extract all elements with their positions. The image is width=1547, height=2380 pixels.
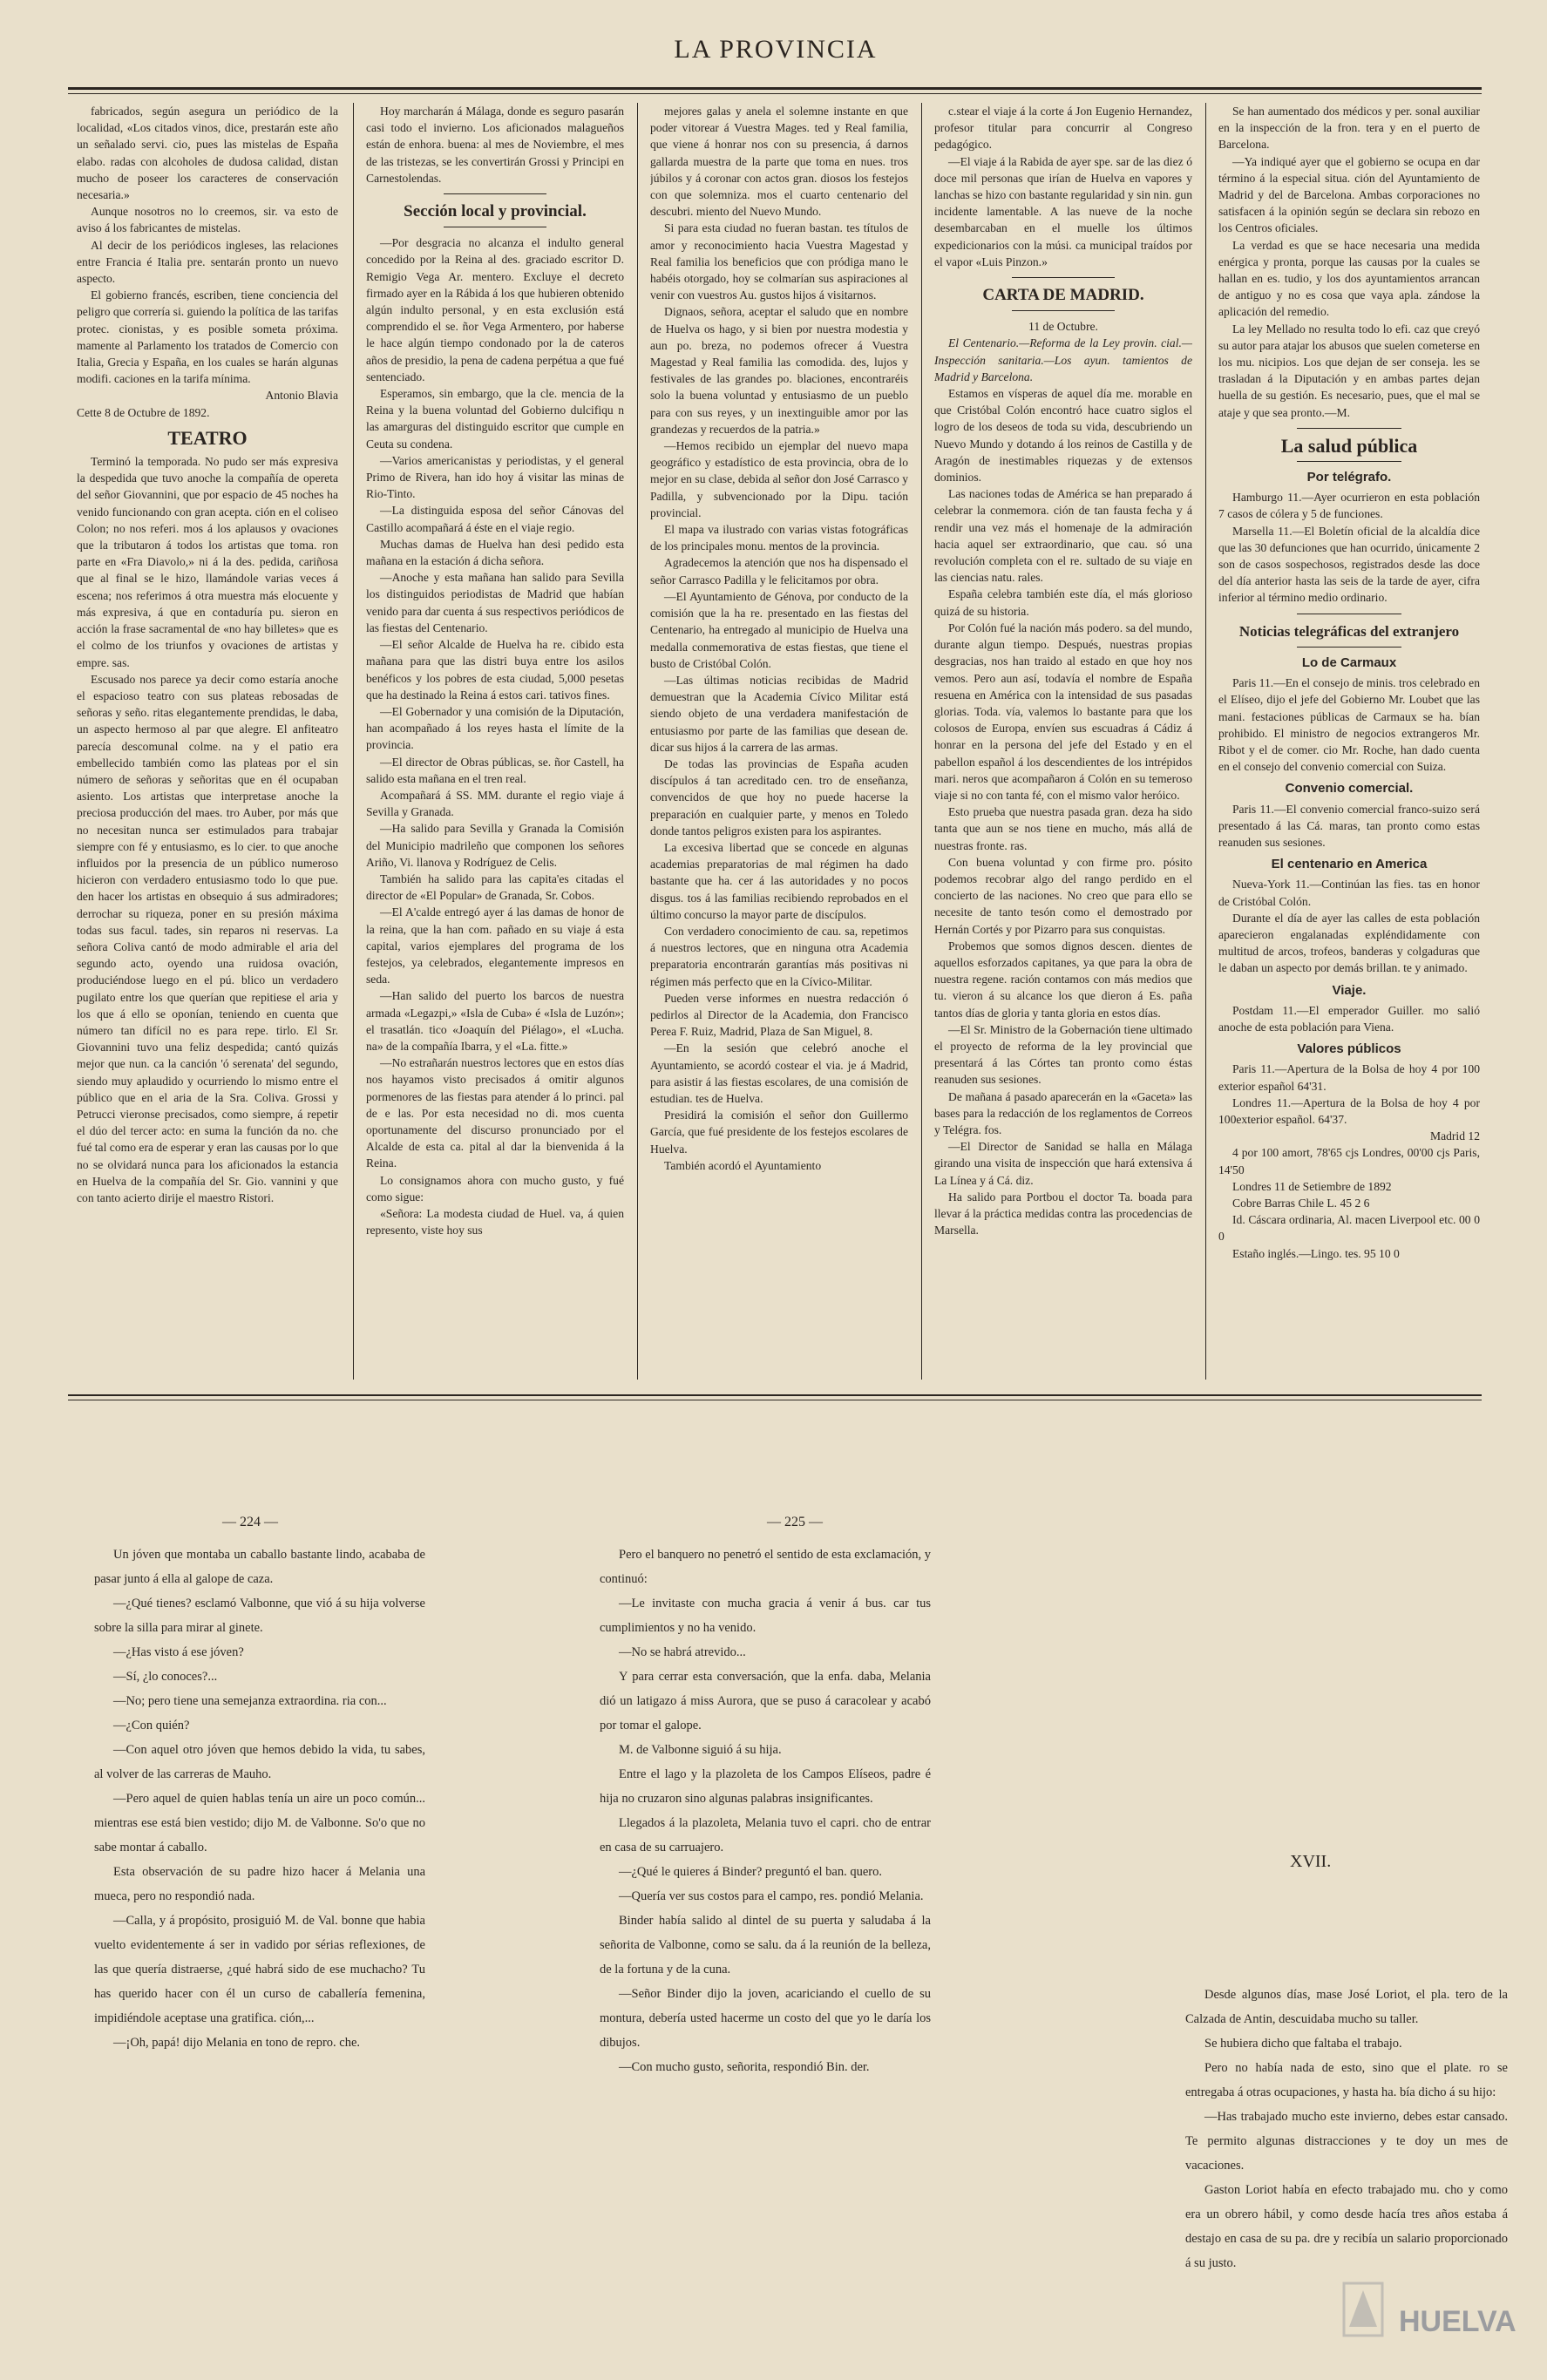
- paragraph: —Quería ver sus costos para el campo, res. pondió Melania.: [619, 1889, 924, 1903]
- paragraph: Ha salido para Portbou el doctor Ta. boada para llevar á la práctica medidas contra las procedencias de Marsella.: [934, 1190, 1192, 1237]
- paragraph: La verdad es que se hace necesaria una medida enérgica y pronta, porque las causas por la cuales se hallan en es. tudio, y los dos ayuntamientos arrancan de antiguo y no es cosa que vaya apla. zándose la aplicación del remedio.: [1218, 238, 1480, 319]
- paragraph: También ha salido para las capita'es citadas el director de «El Popular» de Granada, Sr. Cobos.: [366, 871, 624, 903]
- letter-date: 11 de Octubre.: [1028, 320, 1098, 334]
- folio-left: — 224 —: [222, 1515, 278, 1529]
- paragraph: Esperamos, sin embargo, que la cle. mencia de la Reina y la buena voluntad del Gobierno dulcifiqu n las amarguras del distinguido escritor que cumple en Ceuta su condena.: [366, 387, 624, 451]
- chapter-number: XVII.: [1290, 1852, 1332, 1871]
- masthead-rule-thin: [68, 93, 1482, 94]
- paragraph: Estaño inglés.—Lingo. tes. 95 10 0: [1232, 1246, 1400, 1260]
- paragraph: Al decir de los periódicos ingleses, las relaciones entre Francia é Italia pre. sentarán pronto un nuevo aspecto.: [77, 238, 338, 286]
- subheading: El centenario en America: [1271, 857, 1428, 872]
- paragraph: —No estrañarán nuestros lectores que en estos días nos hayamos visto precisados á omitir algunos pormenores de las fiestas para atender á lo princi. pal de e las. Por esta necesidad no di. mos cuenta oportunamente del discurso pronunciado por el Alcalde de esta ca. pital al dar la bienvenida á la Reina.: [366, 1056, 624, 1170]
- paragraph: —Hemos recibido un ejemplar del nuevo mapa geográfico y estadístico de esta provincia, obra de lo mejor en su clase, debida al señor don José Carrasco y Padilla, y subvencionado por la Dipu. tación provincial.: [650, 439, 908, 519]
- paragraph: Las naciones todas de América se han preparado á celebrar la conmemora. ción de tan fausta fecha y á rendir una vez más el homenaje de la admiración hacia aquel ser extraordinario, que cau. só una revolución completa con el re. sultado de su viaje en las ciencias natu. rales.: [934, 487, 1192, 585]
- paragraph: Entre el lago y la plazoleta de los Campos Elíseos, padre é hija no cruzaron sino algunas palabras insignificantes.: [600, 1767, 931, 1806]
- divider: [1012, 310, 1115, 311]
- subheading: Por telégrafo.: [1306, 470, 1392, 485]
- paragraph: Postdam 11.—El emperador Guiller. mo salió anoche de esta población para Viena.: [1218, 1003, 1480, 1034]
- paragraph: —Han salido del puerto los barcos de nuestra armada «Legazpi,» «Isla de Cuba» é «Isla de Luzón»; el trasatlán. tico «Joaquín del Piélago», el «Lucha. na» de la compañía Ibarra, y el «La. fitte.»: [366, 989, 624, 1053]
- paragraph: —Le invitaste con mucha gracia á venir á bus. car tus cumplimientos y no ha venido.: [600, 1597, 931, 1635]
- dateline: Cette 8 de Octubre de 1892.: [77, 405, 210, 419]
- column-rule: [1205, 103, 1206, 1380]
- paragraph: —El señor Alcalde de Huelva ha re. cibido esta mañana para que las distri buya entre los asilos benéficos y los pobres de esta ciudad, 5,000 pesetas que ha destinado la Reina á estos cari. tativos fines.: [366, 638, 624, 702]
- paragraph: —¿Con quién?: [113, 1719, 190, 1732]
- paragraph: España celebra también este día, el más glorioso quizá de su historia.: [934, 587, 1192, 618]
- paragraph: Escusado nos parece ya decir como estaría anoche el espacioso teatro con sus plateas rebosadas de señoras y seño. ritas elegantemente prendidas, le daba, un aspecto hermoso al par que alegre. El anfiteatro parecía descomunal colme. na y el patio era embellecido también como las plateas por el sin número de señoras y señoritas que en él ocupaban asiento. Los artistas que interpretase anoche la preciosa producción del maes. tro Auber, por más que no necesitan nunca ser estimulados para trabajar siempre con fé y entusiasmo, es lo cier. to que anoche influidos por la presencia de un público numeroso hicieron con verdadero entusiasmo todo lo que pue. den hacer los artistas en obsequio á sus admiradores; derrochar su riqueza, poner en su presión máxima todas sus facul. tades, sin reparos ni reservas. La señora Coliva cantó de modo admirable el aria del segundo acto, oyendo una ruidosa ovación, produciéndose luego en el pú. blico un verdadero pugilato entre los que querían que repitiese el aria y los que á ello se oponían, teniendo en cuenta que número tan difícil no es para repe. tirlo. El Sr. Giovannini tuvo una feliz despedida; cantó quizás mejor que nun. ca la canción 'ó serenata' del segundo, siendo muy aplaudido y ocurriendo lo mismo entre el público que en el aria de la Sra. Coliva. Grossi y Petrucci vieronse precisados, como siempre, á repetir el dúo del tercer acto: en suma la función da no. che fué tal como era de esperar y eran las causas por lo que no se olvidará nunca para los aficionados la estancia en Huelva de la compañía del Sr. Gio. vannini y que con tanto acierto dirije el maestro Ristori.: [77, 672, 338, 1204]
- paragraph: —Calla, y á propósito, prosiguió M. de Val. bonne que habia vuelto evidentemente á ser in vadido por sérias reflexiones, de las que quería distraerse, ¿qué habrá sido de ese muchacho? Tu has querido hacer con él un curso de caballería femenina, impidiéndole aceptase una gratifica. ción,...: [94, 1914, 425, 2025]
- paragraph: Durante el día de ayer las calles de esta población aparecieron engalanadas expléndidamente con multitud de arcos, trofeos, banderas y colgaduras que le daban un aspecto por demás brillan. te y animado.: [1218, 911, 1480, 975]
- paragraph: —Varios americanistas y periodistas, y el general Primo de Rivera, han ido hoy á visitar las minas de Rio-Tinto.: [366, 453, 624, 501]
- subheading: Viaje.: [1332, 982, 1367, 998]
- paragraph: Paris 11.—En el consejo de minis. tros celebrado en el Elíseo, dijo el jefe del Gobierno Mr. Loubet que las mani. festaciones públicas de Carmaux se ha. bían prohibido. El ministro de negocios extrangeros Mr. Ribot y el de comer. cio Mr. Roche, han dado cuenta en el consejo del convenio comercial con Suiza.: [1218, 676, 1480, 774]
- paragraph: —Las últimas noticias recibidas de Madrid demuestran que la Academia Cívico Militar está siendo objeto de una verdadera manifestación de entusiasmo por parte de las familias que desean de. dicar sus hijos á la carrera de las armas.: [650, 673, 908, 754]
- paragraph: Si para esta ciudad no fueran bastan. tes títulos de amor y reconocimiento hacia Vuestra Magestad y Real familia los beneficios que con pródiga mano le habéis otorgado, hoy se colmarían sus aspiraciones al venir con vuestros Au. gustos hijos á visitarnos.: [650, 221, 908, 302]
- paragraph: También acordó el Ayuntamiento: [664, 1158, 822, 1172]
- paragraph: Binder había salido al dintel de su puerta y saludaba á la señorita de Valbonne, como se salu. da á la reunión de la belleza, de la fortuna y de la cuna.: [600, 1914, 931, 1977]
- paragraph: Hoy marcharán á Málaga, donde es seguro pasarán casi todo el invierno. Los aficionados malagueños están de enhora. buena: al mes de Noviembre, el mes de las tristezas, se les convertirán Grossi y Principi en Carnestolendas.: [366, 105, 624, 185]
- masthead-rule: [68, 87, 1482, 90]
- subheading: Convenio comercial.: [1285, 781, 1414, 797]
- paragraph: —No se habrá atrevido...: [619, 1645, 746, 1659]
- paragraph: La excesiva libertad que se concede en algunas academias preparatorias de mal régimen ha dado bastante que ha. cer á las autoridades y no pocos disgus. tos á las familias recibiendo reprobados en el último concurso la mayor parte de discípulos.: [650, 840, 908, 921]
- paragraph: Hamburgo 11.—Ayer ocurrieron en esta población 7 casos de cólera y 5 de funciones.: [1218, 491, 1480, 521]
- paragraph: Id. Cáscara ordinaria, Al. macen Liverpool etc. 00 0 0: [1218, 1213, 1480, 1244]
- divider: [1297, 461, 1401, 462]
- paragraph: —Señor Binder dijo la joven, acariciando el cuello de su montura, debería usted hacerme un costo del que yo le daría los dibujos.: [600, 1987, 931, 2050]
- paragraph: El mapa va ilustrado con varias vistas fotográficas de los principales monu. mentos de la provincia.: [650, 523, 908, 553]
- paragraph: Paris 11.—El convenio comercial franco-suizo será presentado á las Cá. maras, tan pronto como estas reanuden sus sesiones.: [1218, 802, 1480, 849]
- paragraph: La ley Mellado no resulta todo lo efi. caz que creyó su autor para atajar los abusos que suelen cometerse en los mu. nicipios. Los que dejan de ser conseja. les se trasladan á la Diputación y en ambas partes dejan huella de su gestión. Es necesario, pues, que el mal se ataje y que sea pronto.—M.: [1218, 322, 1480, 419]
- section-heading-teatro: TEATRO: [167, 426, 248, 449]
- paragraph: Paris 11.—Apertura de la Bolsa de hoy 4 por 100 exterior español 64'31.: [1218, 1062, 1480, 1093]
- column-2: [366, 103, 624, 1384]
- divider: [1012, 277, 1115, 278]
- folletin-rule: [68, 1394, 1482, 1396]
- archive-stamp-label: HUELVA: [1399, 2305, 1516, 2338]
- folletin-right-column: [1185, 1983, 1508, 2275]
- column-4: [934, 103, 1192, 1384]
- section-heading-salud: La salud pública: [1280, 434, 1418, 457]
- paragraph: —Anoche y esta mañana han salido para Sevilla los distinguidos periodistas de Madrid que habían venido para dar cuenta á sus respectivos periódicos de las fiestas del Centenario.: [366, 571, 624, 634]
- summary: El Centenario.—Reforma de la Ley provin. cial.—Inspección sanitaria.—Los ayun. tamientos de Madrid y Barcelona.: [934, 336, 1192, 383]
- paragraph: 4 por 100 amort, 78'65 cjs Londres, 00'00 cjs Paris, 14'50: [1218, 1146, 1480, 1176]
- masthead-title: LA PROVINCIA: [674, 35, 878, 64]
- paragraph: —Pero aquel de quien hablas tenía un aire un poco común... mientras ese está bien vestido; dijo M. de Valbonne. So'o que no sabe montar á caballo.: [94, 1792, 425, 1855]
- folio-right: — 225 —: [767, 1515, 823, 1529]
- paragraph: Madrid 12: [1429, 1129, 1480, 1143]
- paragraph: De todas las provincias de España acuden discípulos á tan acreditado cen. tro de enseñanza, convencidos de que hoy no puede hacerse la preparación en cualquier parte, y menos en Toledo donde tantos peligros existen para los aspirantes.: [650, 756, 908, 837]
- paragraph: Desde algunos días, mase José Loriot, el pla. tero de la Calzada de Antin, descuidaba mucho su taller.: [1185, 1988, 1508, 2026]
- paragraph: Pueden verse informes en nuestra redacción ó pedirlos al Director de la Academia, don Francisco Perea F. Ruiz, Madrid, Plaza de San Miguel, 8.: [650, 991, 908, 1039]
- paragraph: M. de Valbonne siguió á su hija.: [619, 1743, 782, 1757]
- paragraph: El gobierno francés, escriben, tiene conciencia del peligro que correría si. guiendo la política de las tarifas protec. cionistas, y es posible someta próxima. mamente al Parlamento los tratados de Comercio con Italia, Grecia y España, en los cuales se harán algunas modifi. caciones en la tarifa mínima.: [77, 288, 338, 386]
- paragraph: —El director de Obras públicas, se. ñor Castell, ha salido esta mañana en el tren real.: [366, 755, 624, 785]
- divider: [444, 193, 546, 194]
- column-5: [1218, 103, 1480, 1384]
- paragraph: Se han aumentado dos médicos y per. sonal auxiliar en la inspección de la fron. tera y en el puerto de Barcelona.: [1218, 105, 1480, 152]
- paragraph: «Señora: La modesta ciudad de Huel. va, á quien represento, viste hoy sus: [366, 1207, 624, 1237]
- paragraph: Cobre Barras Chile L. 45 2 6: [1232, 1196, 1370, 1210]
- paragraph: Dignaos, señora, aceptar el saludo que en nombre de Huelva os hago, y si bien por nuestra modestia y aun po. breza, no podemos ofrecer á Vuestra Magestad y Real familia las comodida. des, lujos y festivales de las grandes po. blaciones, encontraréis solo la buena voluntad y entusiasmo de un pueblo para con sus reyes, y un inextinguible amor por las grandezas y recuerdos de la patria.»: [650, 305, 908, 436]
- paragraph: Se hubiera dicho que faltaba el trabajo.: [1204, 2037, 1402, 2051]
- paragraph: Con verdadero conocimiento de cau. sa, repetimos á nuestros lectores, que en ninguna otra Academia preparatoria encontrarán garantías más positivas ni régimen más perfecto que en la Cívico-Militar.: [650, 924, 908, 988]
- paragraph: Acompañará á SS. MM. durante el regio viaje á Sevilla y Granada.: [366, 788, 624, 819]
- paragraph: —La distinguida esposa del señor Cánovas del Castillo acompañará á éste en el viaje regio.: [366, 504, 624, 534]
- paragraph: Gaston Loriot había en efecto trabajado mu. cho y como era un obrero hábil, y como desde hacía tres años estaba á destajo en casa de su pa. dre y recibía un salario proporcionado á su justo.: [1185, 2183, 1508, 2270]
- paragraph: Y para cerrar esta conversación, que la enfa. daba, Melania dió un latigazo á miss Aurora, que se puso á caracolear y acabó por tomar el galope.: [600, 1670, 931, 1732]
- paragraph: —¿Qué tienes? esclamó Valbonne, que vió á su hija volverse sobre la silla para mirar al ginete.: [94, 1597, 425, 1635]
- paragraph: —El Sr. Ministro de la Gobernación tiene ultimado el proyecto de reforma de la ley provincial que presentará á las Córtes tan pronto como éstas reanuden sus sesiones.: [934, 1022, 1192, 1087]
- paragraph: —Por desgracia no alcanza el indulto general concedido por la Reina al des. graciado escritor D. Remigio Vega Ar. mentero. Excluye el decreto firmado ayer en la Rábida á los que hubieren obtenido algún indulto personal, y en esta exclusión está comprendido el se. ñor Vega Armentero, por haberse le hace algún tiempo condonado por la de cateros años de presidio, la pena de cadena perpétua a que fué sentenciado.: [366, 236, 624, 383]
- paragraph: mejores galas y anela el solemne instante en que poder vitorear á Vuestra Mages. ted y Real familia, que viene á honrar nos con su presencia, á darnos gallarda muestra de la parte que toma en nues. tros júbilos y á coronar con actos gran. diosos los festejos con que solemniza. mos el cuarto centenario del descubri. miento del Nuevo Mundo.: [650, 105, 908, 219]
- paragraph: c.stear el viaje á la corte á Jon Eugenio Hernandez, profesor titular para concurrir al Congreso pedagógico.: [934, 105, 1192, 152]
- paragraph: De mañana á pasado aparecerán en la «Gaceta» las bases para la redacción de los reglamentos de Correos y Telégra. fos.: [934, 1089, 1192, 1136]
- column-rule: [637, 103, 638, 1380]
- paragraph: Londres 11.—Apertura de la Bolsa de hoy 4 por 100exterior español. 64'37.: [1218, 1095, 1480, 1126]
- column-1: [77, 103, 338, 1384]
- paragraph: Lo consignamos ahora con mucho gusto, y fué como sigue:: [366, 1173, 624, 1204]
- paragraph: Agradecemos la atención que nos ha dispensado el señor Carrasco Padilla y le felicitamos por obra.: [650, 556, 908, 587]
- paragraph: Pero el banquero no penetró el sentido de esta exclamación, y continuó:: [600, 1548, 931, 1586]
- paragraph: —En la sesión que celebró anoche el Ayuntamiento, se acordó costear el via. je á Madrid, para asistir á las fiestas escolares, de una comisión de estudian. tes de Huelva.: [650, 1041, 908, 1105]
- paragraph: —Has trabajado mucho este invierno, debes estar cansado. Te permito algunas distracciones y te doy un mes de vacaciones.: [1185, 2110, 1508, 2173]
- paragraph: Terminó la temporada. No pudo ser más expresiva la despedida que tuvo anoche la compañía de opereta del señor Giovannini, que por espacio de 45 noches ha venido funcionando con gran acepta. ción en el coliseo Colon; no nos referi. mos á los aplausos y ovaciones que la tributaron á todos los artistas que toma. ron parte en «Fra Diavolo,» ni á la des. pedida, cariñosa que al final se le hizo, llamándole varias veces á escena; nos referimos á otra muestra más elocuente y más expresiva, á que en contaduría pu. sieron en acción la frase sacramental de «no hay billetes» que es el colmo de los triunfos y ovaciones de artistas y empre. sas.: [77, 455, 338, 669]
- paragraph: Londres 11 de Setiembre de 1892: [1232, 1179, 1392, 1193]
- paragraph: —Con mucho gusto, señorita, respondió Bin. der.: [619, 2060, 870, 2074]
- paragraph: —El viaje á la Rabida de ayer spe. sar de las diez ó doce mil personas que irían de Huelva en vapores y lanchas se hizo con bastante regularidad y sin nin. gun incidente lamentable. A las nueve de la noche desembarcaban en el muelle los últimos expedicionarios con la músi. ca municipal traídos por el vapor «Luis Pinzon.»: [934, 154, 1192, 268]
- paragraph: Estamos en vísperas de aquel día me. morable en que Cristóbal Colón encontró hace cuatro siglos el logro de los deseos de toda su vida, descubriendo un Nuevo Mundo y dotando á los reinos de Castilla y de Aragón de inestimables riquezas y de extensos dominios.: [934, 387, 1192, 485]
- folletin-middle-column: [600, 1543, 931, 2079]
- paragraph: —Con aquel otro jóven que hemos debido la vida, tu sabes, al volver de las carreras de Mauho.: [94, 1743, 425, 1781]
- paragraph: —El Director de Sanidad se halla en Málaga girando una visita de inspección que hará extensiva á La Línea y á Cá. diz.: [934, 1140, 1192, 1187]
- paragraph: —¿Qué le quieres á Binder? preguntó el ban. quero.: [619, 1865, 882, 1879]
- paragraph: Pero no había nada de esto, sino que el plate. ro se entregaba á otras ocupaciones, y hasta ha. bía dicho á su hijo:: [1185, 2061, 1508, 2099]
- paragraph: Por Colón fué la nación más podero. sa del mundo, durante algun tiempo. Después, nuestras propias desgracias, nos han traido al estado en que hoy nos vemos. Pero aun así, todavía el nombre de España resuena en América con la intensidad de sus pasadas glorias. Toda. vía, valemos lo bastante para que los colosos de Europa, envíen sus escuadras á Cádiz á honrar en la persona del jefe del Estado y en el pabellon español á los descendientes de los intrépidos mari. neros que acompañaron á Colón en su temeroso viaje si no con tanta fé, con el mismo valor heróico.: [934, 620, 1192, 802]
- section-heading-local: Sección local y provincial.: [404, 202, 587, 221]
- paragraph: Esta observación de su padre hizo hacer á Melania una mueca, pero no respondió nada.: [94, 1865, 425, 1903]
- paragraph: Nueva-York 11.—Continúan las fies. tas en honor de Cristóbal Colón.: [1218, 878, 1480, 908]
- column-rule: [353, 103, 354, 1380]
- section-heading-carta: CARTA DE MADRID.: [982, 286, 1144, 305]
- paragraph: —El A'calde entregó ayer á las damas de honor de la reina, que la han com. pañado en su viaje á esta capital, varios ejemplares del programa de los festejos, ya celebrados, elegantemente impresos en seda.: [366, 905, 624, 987]
- paragraph: Llegados á la plazoleta, Melania tuvo el capri. cho de entrar en casa de su carruajero.: [600, 1816, 931, 1855]
- paragraph: Aunque nosotros no lo creemos, sir. va esto de aviso á los fabricantes de mistelas.: [77, 205, 338, 235]
- paragraph: —Ha salido para Sevilla y Granada la Comisión del Municipio madrileño que componen los señores Ariño, Vi. llanova y Rodríguez de Celis.: [366, 822, 624, 869]
- paragraph: —Sí, ¿lo conoces?...: [113, 1670, 218, 1684]
- paragraph: Probemos que somos dignos descen. dientes de aquellos esforzados capitanes, ya que para la obra de nuestra regene. ración contamos con más medios que tu. vieron á su alcance los que dieron á Es. paña tantos días de gloria y tanta gloria en estos días.: [934, 939, 1192, 1020]
- subheading: Valores públicos: [1297, 1041, 1401, 1057]
- paragraph: Esto prueba que nuestra pasada gran. deza ha sido tanta que aun se nos tiene en mucho, más allá de nuestras fronte. ras.: [934, 805, 1192, 852]
- column-rule: [921, 103, 922, 1380]
- paragraph: —No; pero tiene una semejanza extraordina. ria con...: [113, 1694, 387, 1708]
- paragraph: Muchas damas de Huelva han desi pedido esta mañana en la estación á dicha señora.: [366, 537, 624, 568]
- paragraph: Con buena voluntad y con firme pro. pósito podemos recobrar algo del rango perdido en el concierto de las naciones. No creo que para ello se necesite de tanto tesón como el demostrado por Hernán Cortés y por Pizarro para sus conquistas.: [934, 855, 1192, 936]
- paragraph: fabricados, según asegura un periódico de la localidad, «Los citados vinos, dice, prestarán este año un señalado servi. cio, pues las mistelas de España elabo. radas con alcoholes de dudosa calidad, distan mucho de poseer los caracteres de conservación necesaria.»: [77, 105, 338, 202]
- divider: [1297, 647, 1401, 648]
- paragraph: —El Ayuntamiento de Génova, por conducto de la comisión que la ha re. presentado en las fiestas del Centenario, ha entregado al municipio de Huelva una medalla conmemorativa de estas fiestas, que tiene el busto de Cristóbal Colón.: [650, 589, 908, 670]
- paragraph: —¿Has visto á ese jóven?: [113, 1645, 244, 1659]
- column-3: [650, 103, 908, 1384]
- divider: [1297, 428, 1401, 429]
- paragraph: Marsella 11.—El Boletín oficial de la alcaldía dice que las 30 defunciones que han ocurrido, únicamente 2 son de casos sospechosos, registrados desde las doce del día anterior hasta las seis de la tarde de ayer, cifra inferior al término medio ordinario.: [1218, 524, 1480, 605]
- paragraph: —Ya indiqué ayer que el gobierno se ocupa en dar término á la especial situa. ción del Ayuntamiento de Madrid y del de Barcelona. Ambas corporaciones no satisfacen á la opinión según se declara sin rebozo en los Centros oficiales.: [1218, 154, 1480, 235]
- paragraph: —El Gobernador y una comisión de la Diputación, han acompañado á los reyes hasta el límite de la provincia.: [366, 704, 624, 752]
- section-heading-telegraficas: Noticias telegráficas del extranjero: [1238, 622, 1460, 640]
- subheading: Lo de Carmaux: [1301, 654, 1397, 670]
- signature: Antonio Blavia: [265, 389, 338, 403]
- paragraph: —¡Oh, papá! dijo Melania en tono de repro. che.: [113, 2036, 361, 2050]
- paragraph: Un jóven que montaba un caballo bastante lindo, acababa de pasar junto á ella al galope de caza.: [94, 1548, 425, 1586]
- paragraph: Presidirá la comisión el señor don Guillermo García, que fué presidente de los festejos escolares de Huelva.: [650, 1109, 908, 1156]
- folletin-left-column: [94, 1543, 425, 2055]
